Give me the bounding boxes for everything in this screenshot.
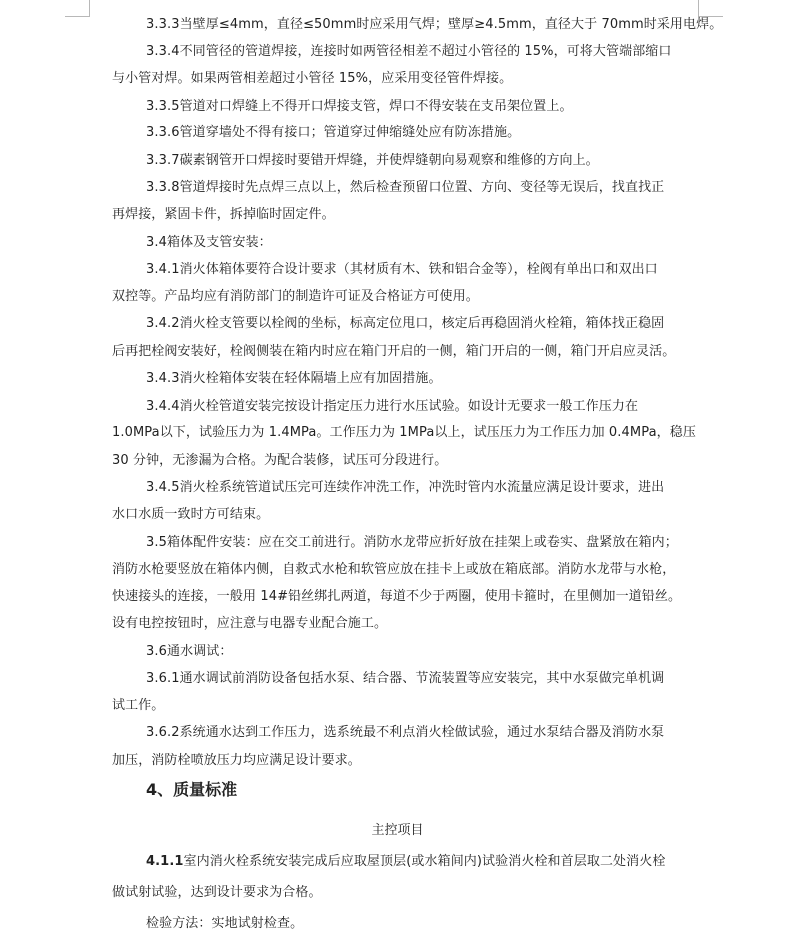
section-heading: 4、质量标准	[146, 780, 238, 799]
body-line: 3.6通水调试：	[146, 644, 233, 659]
body-line: 30 分钟，无渗漏为合格。为配合装修，试压可分段进行。	[112, 453, 448, 468]
body-line: 3.4.2消火栓支管要以栓阀的坐标，标高定位甩口，核定后再稳固消火栓箱，箱体找正稳固	[146, 316, 665, 331]
item-text: 室内消火栓系统安装完成后应取屋顶层(或水箱间内)试验消火栓和首层取二处消火栓	[183, 854, 666, 869]
body-line: 3.4.4消火栓管道安装完按设计指定压力进行水压试验。如设计无要求一般工作压力在	[146, 399, 639, 414]
page-corner-mark-left	[65, 0, 90, 17]
page-corner-mark-right	[698, 0, 723, 17]
body-line: 3.4箱体及支管安装：	[146, 235, 272, 250]
body-line: 加压，消防栓喷放压力均应满足设计要求。	[112, 753, 361, 768]
body-line: 水口水质一致时方可结束。	[112, 507, 270, 522]
body-line: 再焊接，紧固卡件，拆掉临时固定件。	[112, 207, 335, 222]
body-line: 双控等。产品均应有消防部门的制造许可证及合格证方可使用。	[112, 289, 479, 304]
body-line: 试工作。	[112, 698, 165, 713]
body-line: 3.6.1通水调试前消防设备包括水泵、结合器、节流装置等应安装完，其中水泵做完单机调	[146, 671, 665, 686]
inspection-method: 检验方法：实地试射检查。	[146, 916, 304, 931]
item-line-2: 做试射试验，达到设计要求为合格。	[112, 885, 322, 900]
body-line: 3.4.3消火栓箱体安装在轻体隔墙上应有加固措施。	[146, 371, 442, 386]
body-line: 3.3.4不同管径的管道焊接，连接时如两管径相差不超过小管径的 15%，可将大管端部缩口	[146, 44, 672, 59]
body-line: 1.0MPa以下，试验压力为 1.4MPa。工作压力为 1MPa以上，试压压力为工作压力加 0.4MPa，稳压	[112, 425, 696, 440]
body-line: 3.4.5消火栓系统管道试压完可连续作冲洗工作，冲洗时管内水流量应满足设计要求，进出	[146, 480, 665, 495]
body-line: 后再把栓阀安装好，栓阀侧装在箱内时应在箱门开启的一侧，箱门开启的一侧，箱门开启应灵活。	[112, 344, 676, 359]
body-line: 3.3.8管道焊接时先点焊三点以上，然后检查预留口位置、方向、变径等无误后，找直找正	[146, 180, 665, 195]
body-line: 设有电控按钮时，应注意与电器专业配合施工。	[112, 616, 388, 631]
body-line: 3.3.6管道穿墙处不得有接口；管道穿过伸缩缝处应有防冻措施。	[146, 125, 521, 140]
body-line: 3.5箱体配件安装：应在交工前进行。消防水龙带应折好放在挂架上或卷实、盘紧放在箱内；	[146, 535, 678, 550]
body-line: 快速接头的连接，一般用 14#铅丝绑扎两道，每道不少于两圈，使用卡箍时，在里侧加一道铅丝。	[112, 589, 682, 604]
body-line: 3.4.1消火体箱体要符合设计要求（其材质有木、铁和铝合金等），栓阀有单出口和双出口	[146, 262, 658, 277]
body-line: 3.3.3当壁厚≤4mm，直径≤50mm时应采用气焊；壁厚≥4.5mm，直径大于 70mm时采用电焊。	[146, 17, 723, 32]
body-line: 3.3.7碳素钢管开口焊接时要错开焊缝，并使焊缝朝向易观察和维修的方向上。	[146, 153, 599, 168]
item-number: 4.1.1	[146, 854, 184, 869]
body-line: 与小管对焊。如果两管相差超过小管径 15%，应采用变径管件焊接。	[112, 71, 513, 86]
item-line-1	[146, 853, 665, 871]
subheading: 主控项目	[371, 823, 424, 838]
body-line: 消防水枪要竖放在箱体内侧，自救式水枪和软管应放在挂卡上或放在箱底部。消防水龙带与水枪，	[112, 562, 676, 577]
body-line: 3.6.2系统通水达到工作压力，选系统最不利点消火栓做试验，通过水泵结合器及消防水泵	[146, 725, 665, 740]
body-line: 3.3.5管道对口焊缝上不得开口焊接支管，焊口不得安装在支吊架位置上。	[146, 99, 573, 114]
